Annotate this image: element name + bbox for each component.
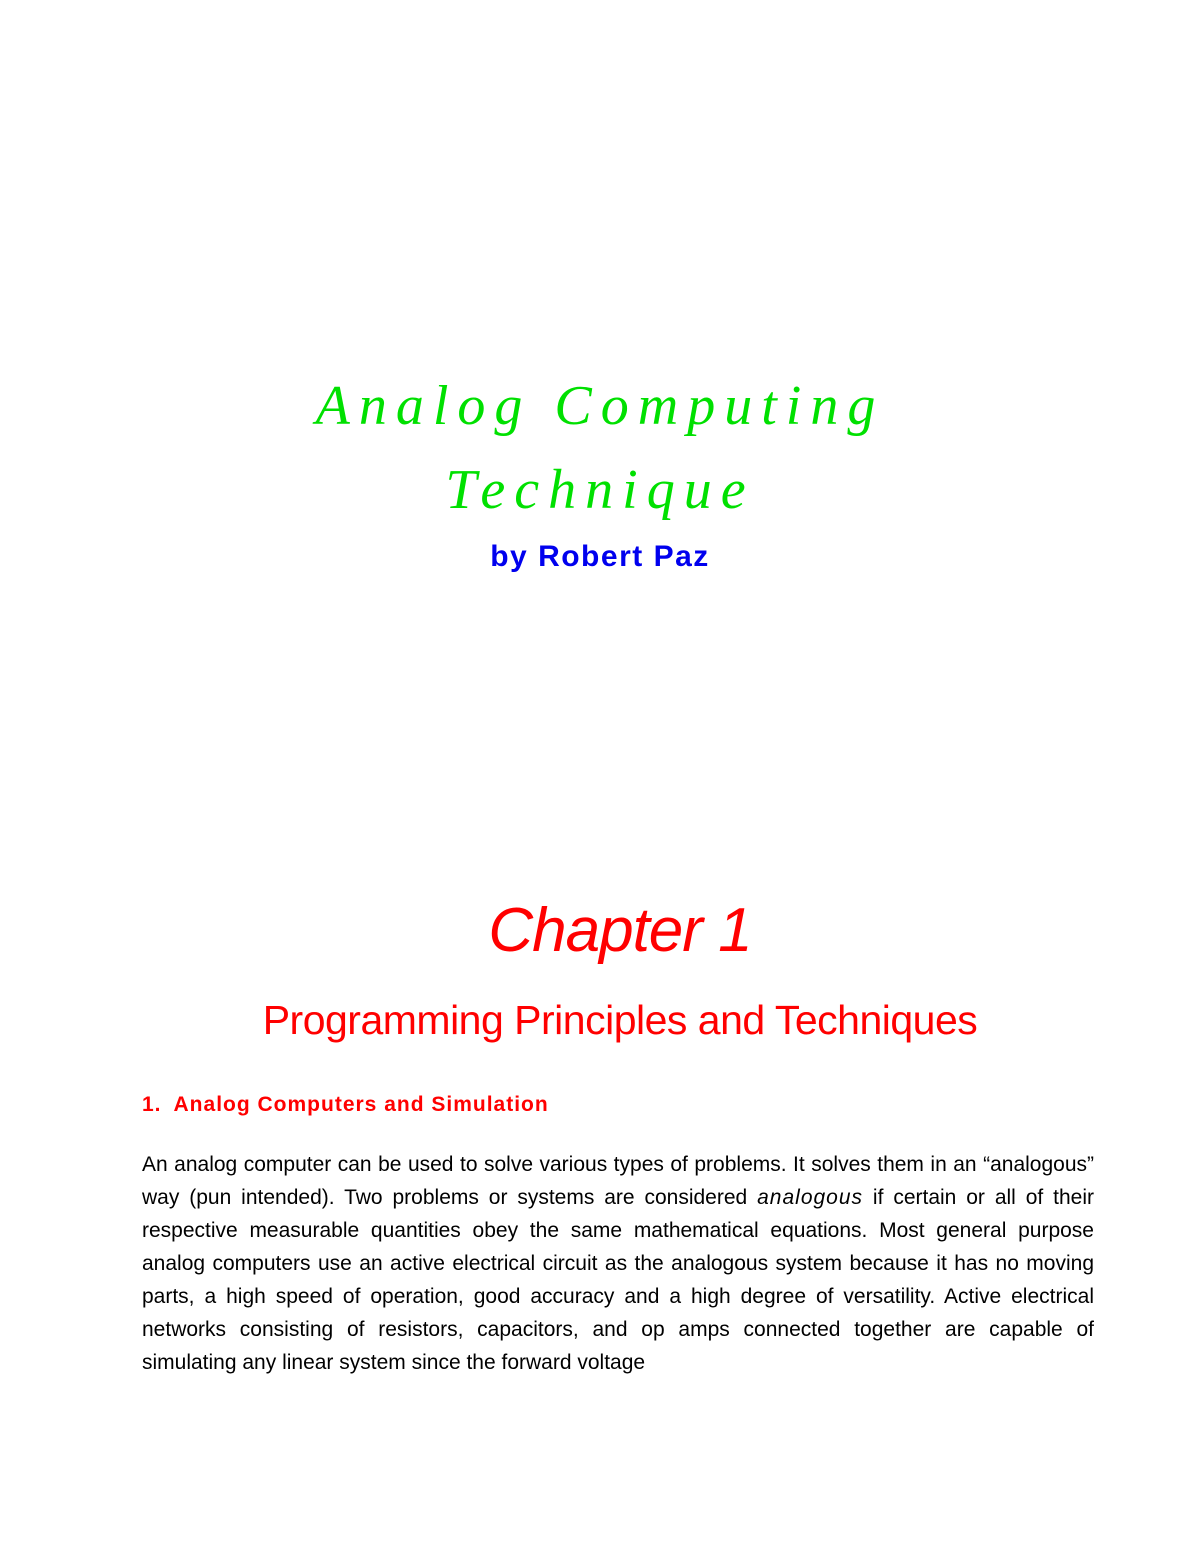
document-title-line-2: Technique — [445, 459, 755, 521]
document-title-line-1: Analog Computing — [315, 375, 885, 437]
section-title: Analog Computers and Simulation — [173, 1093, 549, 1116]
chapter-label: Chapter 1 — [488, 896, 752, 965]
chapter-subtitle: Programming Principles and Techniques — [262, 997, 978, 1043]
body-emphasis: analogous — [757, 1186, 864, 1209]
author-byline: by Robert Paz — [490, 540, 710, 573]
body-text-part-2: if certain or all of their respective measurable quantities obey the same mathematical equations. Most general purpose analog computers use an active electrical circuit as the analogous system because it has no moving parts, a high speed of operation, good accuracy and a high degree of versatility. Active electrical networks consisting of resistors, capacitors, and op amps connected together are capable of simulating any linear system since the forward voltage — [142, 1186, 1094, 1374]
section-number: 1. — [142, 1093, 162, 1116]
body-text-part-1: An analog computer can be used to solve various types of problems. It solves them in an “analogous” way (pun intended). Two problems or systems are considered — [142, 1153, 1094, 1209]
body-paragraph — [142, 1148, 1094, 1379]
section-heading — [142, 1094, 549, 1115]
